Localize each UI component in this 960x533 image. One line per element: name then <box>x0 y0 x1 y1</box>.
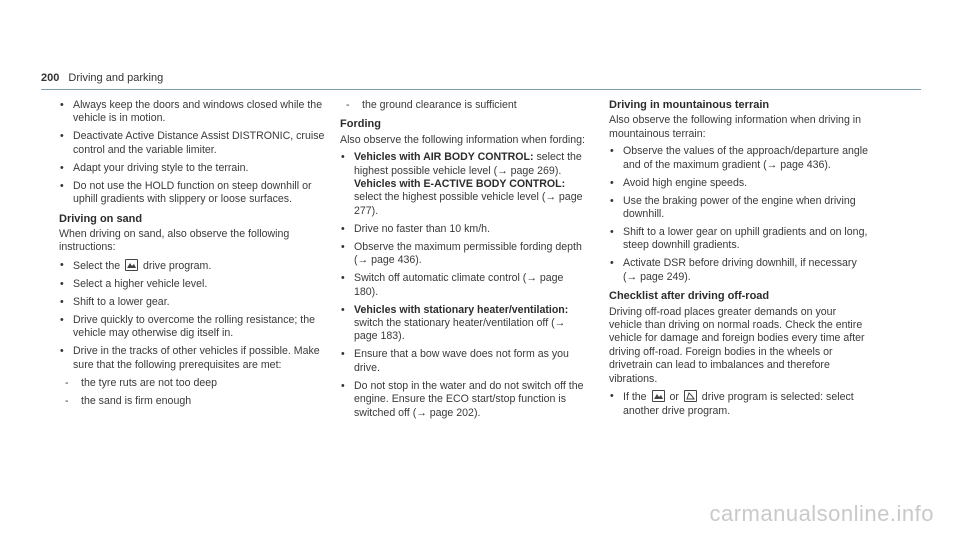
paragraph: When driving on sand, also observe the following instructions: <box>59 228 290 254</box>
list-item-text: or <box>669 391 679 404</box>
list-item <box>59 259 329 273</box>
list-item: • Do not stop in the water and do not switch off the engine. Ensure the ECO start/stop function is switched off (→ page 202). <box>340 380 590 420</box>
list-item: • Drive no faster than 10 km/h. <box>340 223 590 236</box>
condition-label: Vehicles with AIR BODY CONTROL: <box>354 151 534 164</box>
header-rule <box>41 89 921 90</box>
list-item-text: select the highest possible vehicle level (→ page 269). <box>354 151 582 177</box>
heading-mountainous-terrain: Driving in mountainous terrain <box>609 99 770 111</box>
list-item: • Shift to a lower gear. <box>59 296 329 309</box>
list-item: • Shift to a lower gear on uphill gradients and on long, steep downhill gradients. <box>609 226 871 253</box>
page-header <box>41 72 163 84</box>
offroad-drive-program-icon <box>652 390 665 402</box>
column-2 <box>340 99 590 425</box>
heading-fording: Fording <box>340 118 381 131</box>
list-item <box>609 390 871 418</box>
section-title: Driving and parking <box>68 72 164 84</box>
list-item: • Ensure that a bow wave does not form as you drive. <box>340 348 590 375</box>
paragraph: Also observe the following information when driving in mountainous terrain: <box>609 114 862 140</box>
sub-list-item: - the sand is firm enough <box>59 395 329 408</box>
condition-label: Vehicles with stationary heater/ventilation: <box>354 303 569 316</box>
rock-crawl-drive-program-icon <box>684 390 697 402</box>
list-item: • Activate DSR before driving downhill, if necessary (→ page 249). <box>609 257 871 284</box>
sub-list-item: - the tyre ruts are not too deep <box>59 377 329 390</box>
heading-checklist-off-road: Checklist after driving off-road <box>609 290 770 303</box>
column-3 <box>609 99 871 423</box>
list-item <box>340 151 590 218</box>
list-item: • Switch off automatic climate control (→ page 180). <box>340 272 590 299</box>
list-item-text: If the <box>623 391 647 404</box>
list-item <box>340 304 590 344</box>
list-item: • Do not use the HOLD function on steep downhill or uphill gradients with slippery or loose surfaces. <box>59 180 329 207</box>
list-item: • Always keep the doors and windows closed while the vehicle is in motion. <box>59 99 329 126</box>
list-item: • Deactivate Active Distance Assist DISTRONIC, cruise control and the variable limiter. <box>59 130 329 157</box>
list-item-text: drive program. <box>143 259 212 272</box>
watermark: carmanualsonline.info <box>709 501 934 526</box>
list-item-text: Select the <box>73 259 121 272</box>
list-item: • Drive quickly to overcome the rolling resistance; the vehicle may otherwise dig itself in. <box>59 314 329 341</box>
condition-label: Vehicles with E-ACTIVE BODY CONTROL: <box>354 178 566 191</box>
list-item: • Observe the values of the approach/departure angle and of the maximum gradient (→ page 436). <box>609 145 871 172</box>
list-item: • Adapt your driving style to the terrain. <box>59 162 329 175</box>
page-number: 200 <box>41 72 60 84</box>
sub-list-item: - the ground clearance is sufficient <box>340 99 590 112</box>
list-item-text: select the highest possible vehicle level (→ page 277). <box>354 191 583 217</box>
list-item-text: drive program is selected: select another drive program. <box>623 391 854 417</box>
list-item: • Drive in the tracks of other vehicles if possible. Make sure that the following prerequisites are met: <box>59 345 329 372</box>
list-item: • Observe the maximum permissible fording depth (→ page 436). <box>340 241 590 268</box>
list-item: • Use the braking power of the engine when driving downhill. <box>609 195 871 222</box>
list-item: • Select a higher vehicle level. <box>59 278 329 291</box>
paragraph: Also observe the following information when fording: <box>340 133 585 146</box>
column-1 <box>59 99 329 413</box>
list-item: • Avoid high engine speeds. <box>609 177 871 190</box>
heading-driving-on-sand: Driving on sand <box>59 212 143 225</box>
offroad-drive-program-icon <box>125 259 138 271</box>
list-item-text: switch the stationary heater/ventilation off (→ page 183). <box>354 317 566 343</box>
paragraph: Driving off-road places greater demands on your vehicle than driving on normal roads. Check the entire vehicle for damage and foreign bodies every time after driving off-road. Foreign bodies in the wheels or drivetrain can lead to imbalances and therefore vibrations. <box>609 305 865 385</box>
